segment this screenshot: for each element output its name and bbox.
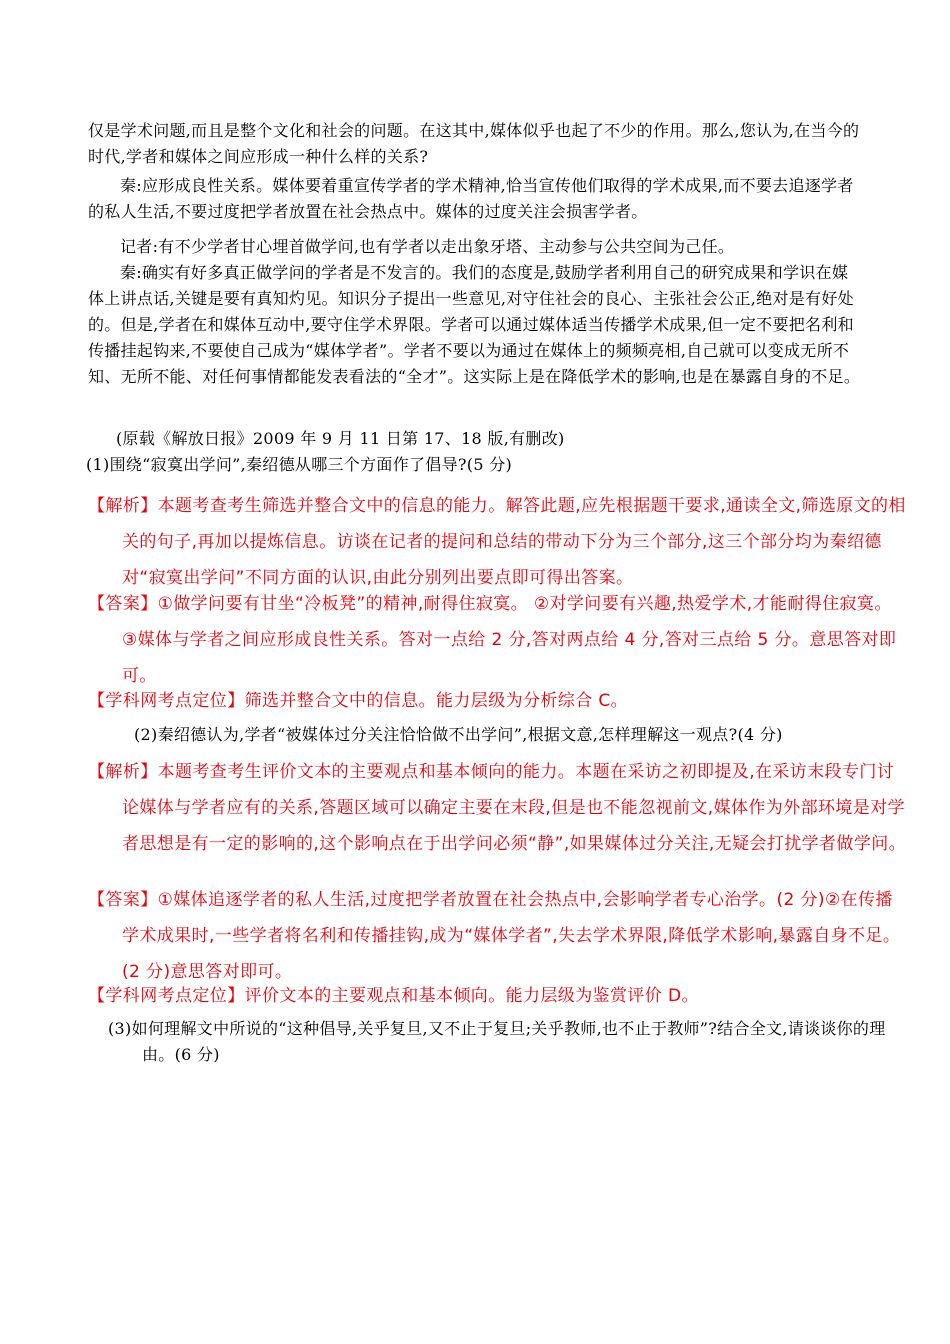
- q2-locate-tag: 【学科网考点定位】: [88, 986, 245, 1006]
- q2-answer-tag: 【答案】: [88, 890, 158, 910]
- q1-locate: [88, 683, 873, 719]
- q1-answer-tag: 【答案】: [88, 594, 158, 614]
- question-3: (3)如何理解文中所说的“这种倡导,关乎复旦,又不止于复旦;关乎教师,也不止于教师”?结合全文,请谈谈你的理由。(6 分): [108, 1019, 886, 1064]
- q2-analysis-text: 本题考查考生评价文本的主要观点和基本倾向的能力。本题在采访之初即提及,在采访末段专门讨论媒体与学者应有的关系,答题区域可以确定主要在末段,但是也不能忽视前文,媒体作为外部环境是对学者思想是有一定的影响的,这个影响点在于出学问必须“静”,如果媒体过分关注,无疑会打扰学者做学问。: [122, 762, 907, 854]
- q1-locate-text: 筛选并整合文中的信息。能力层级为分析综合 C。: [244, 691, 629, 711]
- q2-locate-text: 评价文本的主要观点和基本倾向。能力层级为鉴赏评价 D。: [244, 986, 699, 1006]
- q2-analysis: [88, 754, 907, 862]
- q1-answer: [88, 586, 907, 694]
- passage-paragraph-3: 记者:有不少学者甘心埋首做学问,也有学者以走出象牙塔、主动参与公共空间为己任。: [120, 237, 735, 256]
- q2-answer-text: ①媒体追逐学者的私人生活,过度把学者放置在社会热点中,会影响学者专心治学。(2 分)②在传播学术成果时,一些学者将名利和传播挂钩,成为“媒体学者”,失去学术界限,降低学术影响,暴露自身不足。(2 分)意思答对即可。: [122, 890, 901, 982]
- question-2: (2)秦绍德认为,学者“被媒体过分关注恰恰做不出学问”,根据文意,怎样理解这一观点?(4 分): [134, 725, 783, 744]
- q1-analysis-text: 本题考查考生筛选并整合文中的信息的能力。解答此题,应先根据题干要求,通读全文,筛选原文的相关的句子,再加以提炼信息。访谈在记者的提问和总结的带动下分为三个部分,这三个部分均为秦绍德对“寂寞出学问”不同方面的认识,由此分别列出要点即可得出答案。: [122, 496, 906, 588]
- passage-paragraph-4: 秦:确实有好多真正做学问的学者是不发言的。我们的态度是,鼓励学者利用自己的研究成果和学识在媒体上讲点话,关键是要有真知灼见。知识分子提出一些意见,对守住社会的良心、主张社会公正,绝对是有好处的。但是,学者在和媒体互动中,要守住学术界限。学者可以通过媒体适当传播学术成果,但一定不要把名利和传播挂起钩来,不要使自己成为“媒体学者”。学者不要以为通过在媒体上的频频亮相,自己就可以变成无所不知、无所不能、对任何事情都能发表看法的“全才”。这实际上是在降低学术的影响,也是在暴露自身的不足。: [88, 263, 861, 386]
- q1-analysis: [88, 488, 907, 596]
- q2-analysis-tag: 【解析】: [88, 762, 158, 782]
- q1-analysis-tag: 【解析】: [88, 496, 158, 516]
- q2-answer: [88, 882, 907, 990]
- question-1: (1)围绕“寂寞出学问”,秦绍德从哪三个方面作了倡导?(5 分): [86, 455, 513, 474]
- q1-answer-text: ①做学问要有甘坐“冷板凳”的精神,耐得住寂寞。 ②对学问要有兴趣,热爱学术,才能耐得住寂寞。 ③媒体与学者之间应形成良性关系。答对一点给 2 分,答对两点给 4 分,答对三点给 5 分。意思答对即可。: [122, 594, 898, 686]
- passage-paragraph-2: 秦:应形成良性关系。媒体要着重宣传学者的学术精神,恰当宣传他们取得的学术成果,而不要去追逐学者的私人生活,不要过度把学者放置在社会热点中。媒体的过度关注会损害学者。: [88, 176, 854, 221]
- passage-source: (原载《解放日报》2009 年 9 月 11 日第 17、18 版,有删改): [116, 429, 565, 448]
- q1-locate-tag: 【学科网考点定位】: [88, 691, 245, 711]
- q2-locate: [88, 978, 873, 1014]
- passage-paragraph-1: 仅是学术问题,而且是整个文化和社会的问题。在这其中,媒体似乎也起了不少的作用。那么,您认为,在当今的时代,学者和媒体之间应形成一种什么样的关系?: [88, 121, 860, 166]
